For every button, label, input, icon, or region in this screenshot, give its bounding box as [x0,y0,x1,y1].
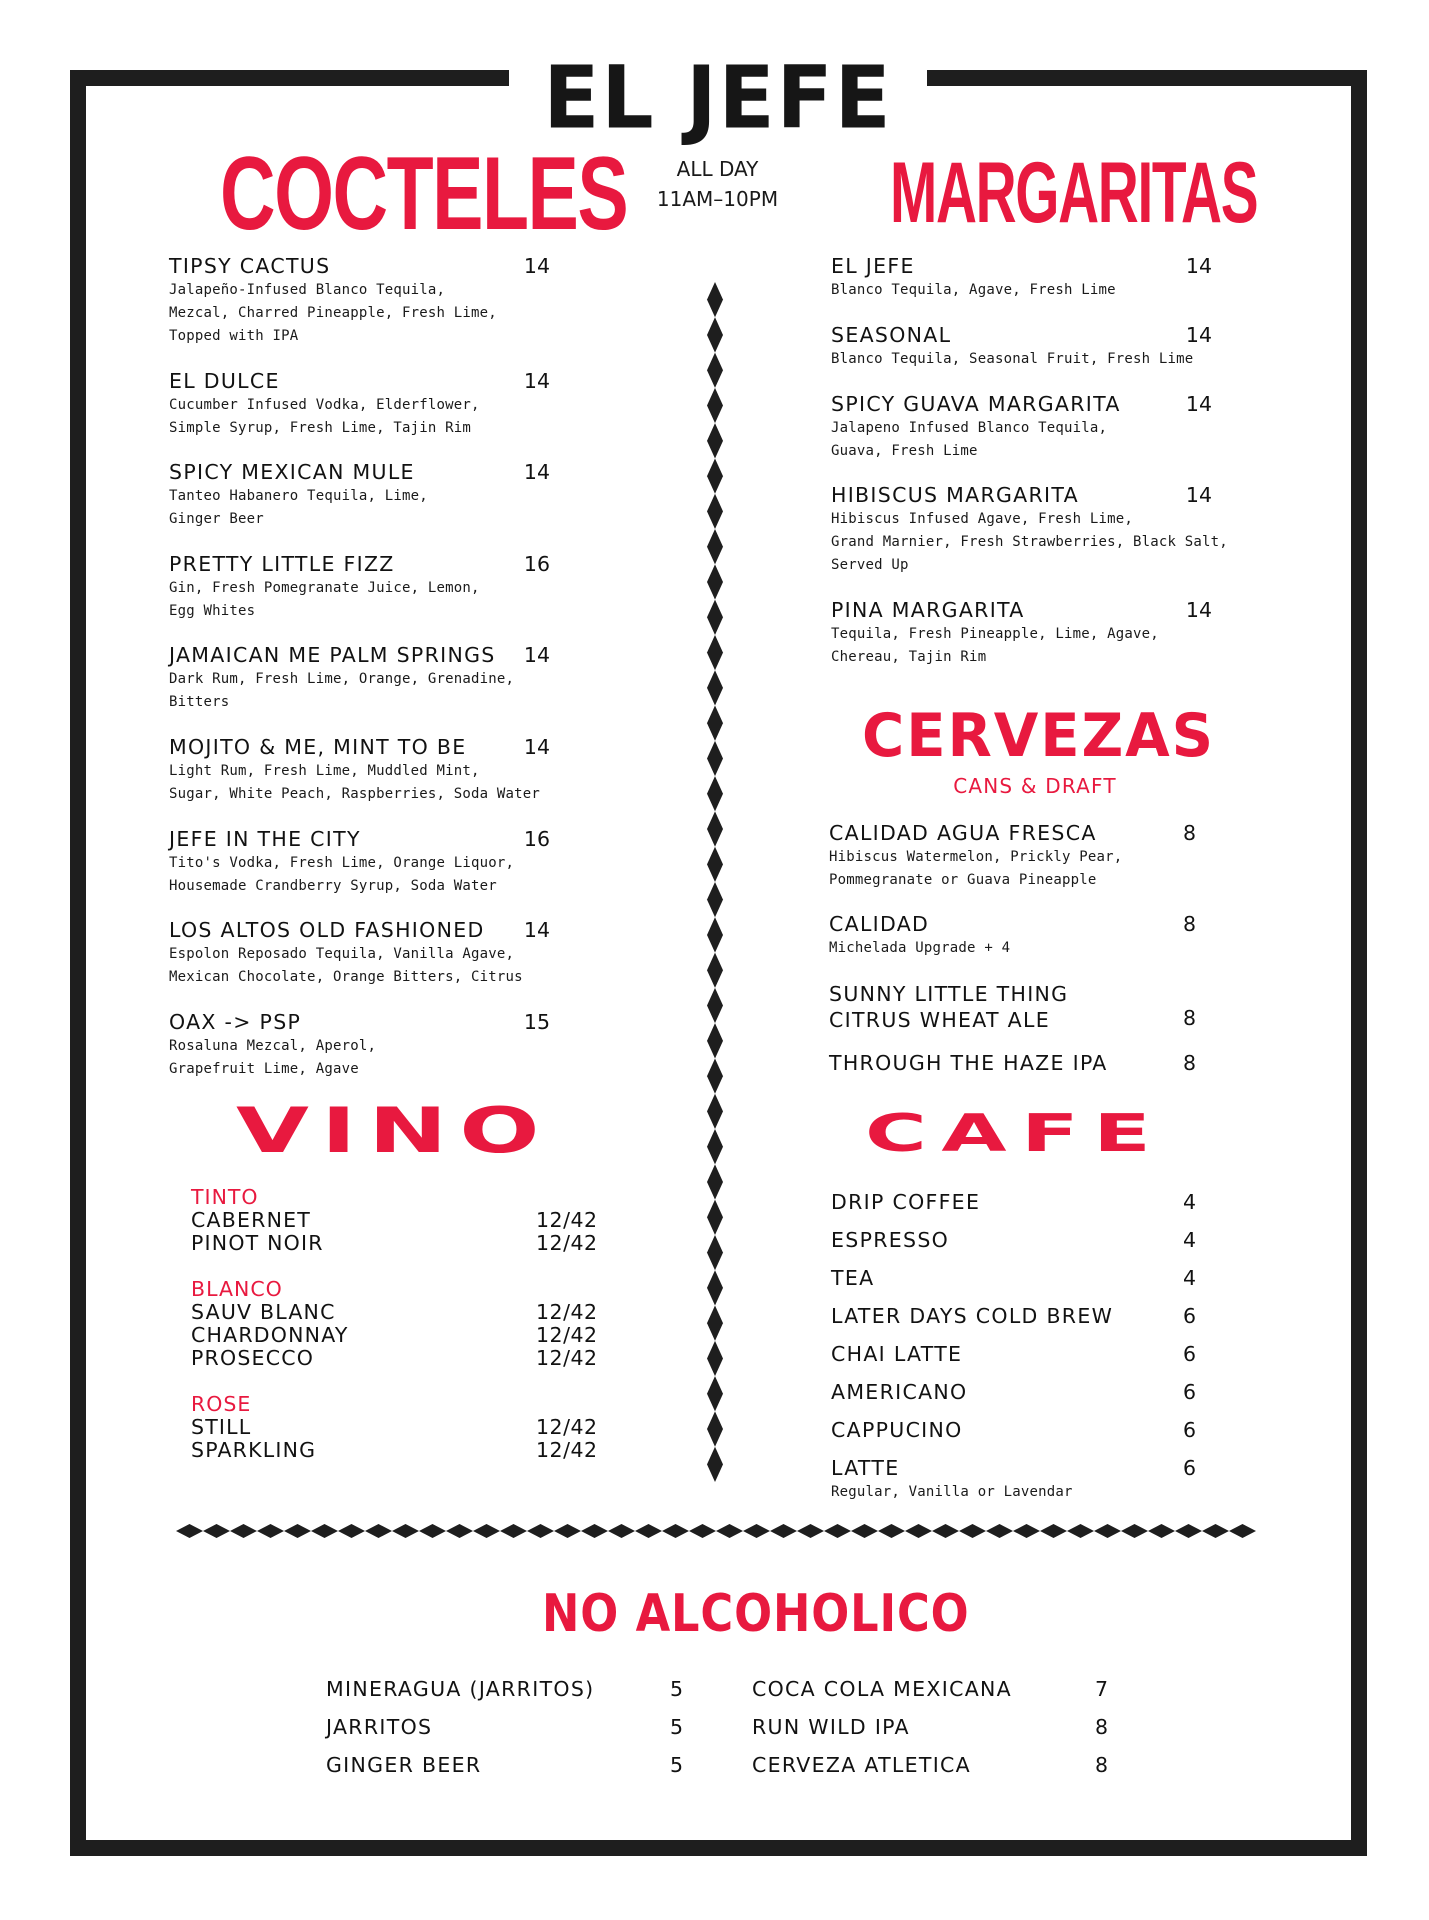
cafe-item [831,1227,949,1253]
item-description: Michelada Upgrade + 4 [829,940,1011,956]
divider-diamond [1148,1524,1175,1538]
divider-diamond [707,1058,723,1093]
item-description: Dark Rum, Fresh Lime, Orange, Grenadine, [169,671,515,687]
wine-price: 12/42 [536,1208,598,1232]
divider-diamond [932,1524,959,1538]
item-name: TIPSY CACTUS [169,254,331,278]
item-description: Hibiscus Watermelon, Prickly Pear, [829,849,1123,865]
item-description: Cucumber Infused Vodka, Elderflower, [169,397,480,413]
item-description: Ginger Beer [169,511,264,527]
cafe-item [831,1341,962,1367]
divider-diamond [707,1270,723,1305]
wine-name: SAUV BLANC [191,1300,336,1324]
divider-diamond [581,1524,608,1538]
item-description: Tequila, Fresh Pineapple, Lime, Agave, [831,626,1159,642]
item-name: LATTE [831,1456,900,1480]
item-description: Tanteo Habanero Tequila, Lime, [169,488,428,504]
cafe-item [831,1417,963,1443]
divider-diamond [176,1524,203,1538]
hours-label: ALL DAY [676,157,759,181]
divider-diamond [203,1524,230,1538]
margaritas-item [831,391,1121,463]
no-alcoholico-item-price: 5 [669,1677,683,1701]
item-name: HIBISCUS MARGARITA [831,483,1079,507]
divider-diamond [311,1524,338,1538]
item-price: 14 [1185,598,1212,622]
item-price: 14 [523,254,550,278]
heading-margaritas: MARGARITAS [890,145,1258,241]
divider-diamond [707,1411,723,1446]
item-price: 4 [1182,1266,1196,1290]
item-price: 8 [1182,912,1196,936]
divider-diamond [527,1524,554,1538]
item-price: 14 [1185,254,1212,278]
item-description: Grapefruit Lime, Agave [169,1061,359,1077]
item-description: Housemade Crandberry Syrup, Soda Water [169,878,497,894]
divider-diamond [707,494,723,529]
item-description: Topped with IPA [169,328,299,344]
divider-diamond [707,317,723,352]
cafe-item [831,1379,967,1405]
item-price: 8 [1182,1006,1196,1030]
item-price: 6 [1182,1456,1196,1480]
divider-diamond [797,1524,824,1538]
divider-diamond [707,988,723,1023]
item-name-line2: CITRUS WHEAT ALE [829,1008,1050,1032]
margaritas-item [831,322,1193,371]
divider-diamond [707,600,723,635]
divider-diamond [707,1306,723,1341]
divider-diamond [707,1376,723,1411]
no-alcoholico-item-name: JARRITOS [326,1715,433,1739]
wine-category: TINTO [191,1185,259,1209]
wine-price: 12/42 [536,1323,598,1347]
item-description: Regular, Vanilla or Lavendar [831,1484,1073,1500]
no-alcoholico-item-price: 8 [1094,1715,1108,1739]
no-alcoholico-item-price: 5 [669,1715,683,1739]
divider-diamond [1013,1524,1040,1538]
heading-no-alcoholico: NO ALCOHOLICO [542,1584,970,1644]
cervezas-item [829,911,1010,960]
margaritas-item [831,253,1116,302]
item-name: SEASONAL [831,323,952,347]
wine-category: ROSE [191,1392,252,1416]
divider-diamond [707,1200,723,1235]
item-description: Jalapeño-Infused Blanco Tequila, [169,282,446,298]
brand-logo: EL JEFE [543,48,893,149]
divider-diamond [689,1524,716,1538]
item-description: Mexican Chocolate, Orange Bitters, Citrus [169,969,523,985]
divider-diamond [707,953,723,988]
wine-name: SPARKLING [191,1438,317,1462]
divider-diamond [878,1524,905,1538]
item-price: 6 [1182,1342,1196,1366]
wine-price: 12/42 [536,1415,598,1439]
divider-diamond [392,1524,419,1538]
cafe-item [831,1303,1113,1329]
no-alcoholico-item-price: 5 [669,1753,683,1777]
item-description: Gin, Fresh Pomegranate Juice, Lemon, [169,580,480,596]
item-name: AMERICANO [831,1380,968,1404]
item-name: LATER DAYS COLD BREW [831,1304,1114,1328]
divider-diamond [662,1524,689,1538]
item-description: Tito's Vodka, Fresh Lime, Orange Liquor, [169,855,515,871]
item-name: SPICY GUAVA MARGARITA [831,392,1121,416]
no-alcoholico-item-price: 7 [1094,1677,1108,1701]
cervezas-item [829,1050,1108,1076]
divider-diamond [707,670,723,705]
item-description: Grand Marnier, Fresh Strawberries, Black Salt, [831,534,1228,550]
no-alcoholico-item-name: COCA COLA MEXICANA [752,1677,1013,1701]
divider-diamond [1229,1524,1256,1538]
item-description: Blanco Tequila, Agave, Fresh Lime [831,282,1116,298]
margaritas-item [831,597,1159,669]
item-price: 6 [1182,1380,1196,1404]
item-description: Jalapeno Infused Blanco Tequila, [831,420,1108,436]
divider-diamond [743,1524,770,1538]
divider-diamond [473,1524,500,1538]
divider-diamond [1040,1524,1067,1538]
item-description: Simple Syrup, Fresh Lime, Tajin Rim [169,420,472,436]
item-price: 14 [1185,323,1212,347]
item-name: PRETTY LITTLE FIZZ [169,552,395,576]
item-name: ESPRESSO [831,1228,950,1252]
item-price: 14 [523,918,550,942]
cocteles-item [169,734,540,806]
divider-diamond [707,1129,723,1164]
divider-diamond [707,1235,723,1270]
wine-name: CHARDONNAY [191,1323,349,1347]
divider-diamond [419,1524,446,1538]
divider-diamond [1067,1524,1094,1538]
divider-diamond [707,1341,723,1376]
item-name: OAX -> PSP [169,1010,302,1034]
item-description: Espolon Reposado Tequila, Vanilla Agave, [169,946,515,962]
divider-diamond [707,741,723,776]
divider-diamond [707,529,723,564]
divider-diamond [1202,1524,1229,1538]
item-price: 14 [1185,483,1212,507]
item-price: 4 [1182,1228,1196,1252]
heading-cervezas: CERVEZAS [862,701,1216,771]
divider-diamond [446,1524,473,1538]
item-description: Blanco Tequila, Seasonal Fruit, Fresh Lime [831,351,1194,367]
divider-diamond [365,1524,392,1538]
cervezas-subtitle: CANS & DRAFT [953,774,1117,798]
item-price: 14 [1185,392,1212,416]
heading-vino: VINO [236,1094,552,1167]
item-name: EL DULCE [169,369,280,393]
divider-diamond [1094,1524,1121,1538]
cocteles-item [169,917,523,989]
item-description: Bitters [169,694,230,710]
divider-diamond [554,1524,581,1538]
divider-diamond [500,1524,527,1538]
no-alcoholico-item-name: MINERAGUA (JARRITOS) [326,1677,595,1701]
cocteles-item [169,551,480,623]
item-description: Light Rum, Fresh Lime, Muddled Mint, [169,763,480,779]
item-name: PINA MARGARITA [831,598,1025,622]
item-description: Mezcal, Charred Pineapple, Fresh Lime, [169,305,497,321]
divider-diamond [707,706,723,741]
item-name: CAPPUCINO [831,1418,963,1442]
item-price: 14 [523,369,550,393]
item-price: 6 [1182,1304,1196,1328]
hours [620,154,815,214]
item-price: 16 [523,827,550,851]
divider-diamond [986,1524,1013,1538]
cafe-item [831,1265,874,1291]
item-price: 14 [523,460,550,484]
item-price: 4 [1182,1190,1196,1214]
item-price: 6 [1182,1418,1196,1442]
divider-diamond [284,1524,311,1538]
item-description: Guava, Fresh Lime [831,443,978,459]
divider-diamond [257,1524,284,1538]
item-name: CHAI LATTE [831,1342,963,1366]
item-price: 15 [523,1010,550,1034]
item-price: 8 [1182,821,1196,845]
item-name: DRIP COFFEE [831,1190,981,1214]
item-description: Served Up [831,557,909,573]
divider-diamond [707,811,723,846]
heading-cocteles: COCTELES [220,136,628,252]
divider-diamond [707,847,723,882]
horizontal-diamond-divider [176,1521,1256,1541]
item-description: Rosaluna Mezcal, Aperol, [169,1038,377,1054]
item-name: EL JEFE [831,254,915,278]
divider-diamond [707,353,723,388]
divider-diamond [1121,1524,1148,1538]
divider-diamond [905,1524,932,1538]
divider-diamond [1175,1524,1202,1538]
item-price: 8 [1182,1051,1196,1075]
wine-name: CABERNET [191,1208,312,1232]
divider-diamond [770,1524,797,1538]
cafe-item [831,1189,980,1215]
divider-diamond [635,1524,662,1538]
cocteles-item [169,826,514,898]
divider-diamond [707,917,723,952]
cervezas-item [829,820,1122,892]
no-alcoholico-item-price: 8 [1094,1753,1108,1777]
heading-cafe: CAFE [865,1104,1166,1164]
item-description: Sugar, White Peach, Raspberries, Soda Water [169,786,541,802]
cocteles-item [169,642,514,714]
hours-time: 11AM–10PM [656,187,779,211]
divider-diamond [338,1524,365,1538]
item-name: JEFE IN THE CITY [169,827,361,851]
divider-diamond [707,776,723,811]
item-description: Hibiscus Infused Agave, Fresh Lime, [831,511,1134,527]
divider-diamond [707,1094,723,1129]
cafe-item [831,1455,1073,1504]
item-description: Chereau, Tajin Rim [831,649,987,665]
divider-diamond [230,1524,257,1538]
item-description: Egg Whites [169,603,256,619]
divider-diamond [707,388,723,423]
item-price: 16 [523,552,550,576]
wine-name: PINOT NOIR [191,1231,324,1255]
item-name: TEA [831,1266,875,1290]
wine-category: BLANCO [191,1277,283,1301]
wine-price: 12/42 [536,1231,598,1255]
no-alcoholico-item-name: RUN WILD IPA [752,1715,910,1739]
wine-price: 12/42 [536,1300,598,1324]
wine-price: 12/42 [536,1438,598,1462]
item-name: CALIDAD AGUA FRESCA [829,821,1097,845]
item-name: CALIDAD [829,912,930,936]
item-name: JAMAICAN ME PALM SPRINGS [169,643,496,667]
divider-diamond [959,1524,986,1538]
item-name: THROUGH THE HAZE IPA [829,1051,1108,1075]
cervezas-item [829,981,1068,1033]
wine-name: PROSECCO [191,1346,315,1370]
divider-diamond [707,1447,723,1482]
item-name: SUNNY LITTLE THING [829,982,1069,1006]
divider-diamond [707,1164,723,1199]
divider-diamond [608,1524,635,1538]
item-name: LOS ALTOS OLD FASHIONED [169,918,485,942]
cocteles-item [169,1009,376,1081]
divider-diamond [707,423,723,458]
cocteles-item [169,459,428,531]
vertical-diamond-divider [700,282,730,1482]
item-name: SPICY MEXICAN MULE [169,460,415,484]
wine-price: 12/42 [536,1346,598,1370]
divider-diamond [716,1524,743,1538]
item-price: 14 [523,643,550,667]
cocteles-item [169,368,480,440]
divider-diamond [707,635,723,670]
cocteles-item [169,253,497,348]
divider-diamond [707,282,723,317]
divider-diamond [851,1524,878,1538]
divider-diamond [707,564,723,599]
divider-diamond [707,458,723,493]
wine-name: STILL [191,1415,252,1439]
item-name: MOJITO & ME, MINT TO BE [169,735,467,759]
item-description: Pommegranate or Guava Pineapple [829,872,1097,888]
divider-diamond [707,1023,723,1058]
no-alcoholico-item-name: GINGER BEER [326,1753,482,1777]
divider-diamond [824,1524,851,1538]
divider-diamond [707,882,723,917]
item-price: 14 [523,735,550,759]
no-alcoholico-item-name: CERVEZA ATLETICA [752,1753,971,1777]
